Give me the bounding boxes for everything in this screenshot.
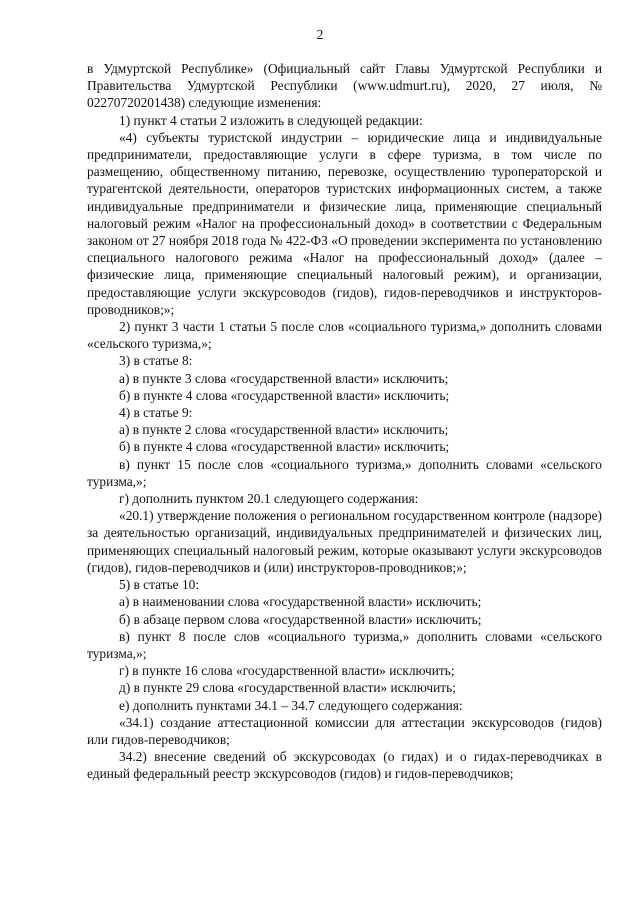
- paragraph: г) в пункте 16 слова «государственной власти» исключить;: [119, 663, 455, 679]
- paragraph: «4) субъекты туристской индустрии – юридические лица и индивидуальные предприниматели, предоставляющие услуги в сфере туризма, в том числе по размещению, общественному питанию, перевозке, осуществлению туроператорской и турагентской деятельности, операторов туристских информационных систем, а также индивидуальные предприниматели и физические лица, применяющие специальный налоговый режим «Налог на профессиональный доход» в соответствии с Федеральным законом от 27 ноября 2018 года № 422-ФЗ «О проведении эксперимента по установлению специального налогового режима «Налог на профессиональный доход» (далее – физические лица, применяющие специальный налоговый режим), и организации, предоставляющие услуги экскурсоводов (гидов), гидов-переводчиков и инструкторов-проводников;»;: [87, 129, 602, 317]
- paragraph: 4) в статье 9:: [119, 405, 193, 421]
- paragraph: д) в пункте 29 слова «государственной власти» исключить;: [119, 680, 456, 696]
- page-number: 2: [316, 27, 324, 42]
- paragraph: 5) в статье 10:: [119, 577, 200, 593]
- paragraph: в) пункт 8 после слов «социального туризма,» дополнить словами «сельского туризма,»;: [87, 628, 602, 661]
- paragraph: б) в абзаце первом слова «государственной власти» исключить;: [119, 611, 482, 627]
- paragraph: б) в пункте 4 слова «государственной власти» исключить;: [119, 387, 450, 403]
- paragraph: «20.1) утверждение положения о региональном государственном контроле (надзоре) за деятельностью организаций, индивидуальных предпринимателей и физических лиц, применяющих специальный налоговый режим, которые оказывают услуги экскурсоводов (гидов), гидов-переводчиков и (или) инструкторов-проводников;»;: [87, 508, 602, 575]
- paragraph: а) в пункте 3 слова «государственной власти» исключить;: [119, 370, 449, 386]
- paragraph: е) дополнить пунктами 34.1 – 34.7 следующего содержания:: [119, 697, 463, 713]
- paragraph: в) пункт 15 после слов «социального туризма,» дополнить словами «сельского туризма,»;: [87, 456, 602, 489]
- paragraph: а) в наименовании слова «государственной власти» исключить;: [119, 594, 482, 610]
- paragraph: в Удмуртской Республике» (Официальный сайт Главы Удмуртской Республики и Правительства Удмуртской Республики (www.udmurt.ru), 2020, 27 июля, № 02270720201438) следующие изменения:: [87, 61, 602, 111]
- paragraph: 3) в статье 8:: [119, 353, 193, 369]
- paragraph: 1) пункт 4 статьи 2 изложить в следующей редакции:: [119, 112, 423, 128]
- paragraph: б) в пункте 4 слова «государственной власти» исключить;: [119, 439, 450, 455]
- paragraph: 2) пункт 3 части 1 статьи 5 после слов «социального туризма,» дополнить словами «сельского туризма,»;: [87, 319, 602, 352]
- paragraph: а) в пункте 2 слова «государственной власти» исключить;: [119, 422, 449, 438]
- document-body: [87, 60, 602, 783]
- paragraph: «34.1) создание аттестационной комиссии для аттестации экскурсоводов (гидов) или гидов-переводчиков;: [87, 714, 602, 747]
- paragraph: г) дополнить пунктом 20.1 следующего содержания:: [119, 491, 419, 507]
- paragraph: 34.2) внесение сведений об экскурсоводах (о гидах) и о гидах-переводчиках в единый федеральный реестр экскурсоводов (гидов) и гидов-переводчиков;: [87, 749, 602, 782]
